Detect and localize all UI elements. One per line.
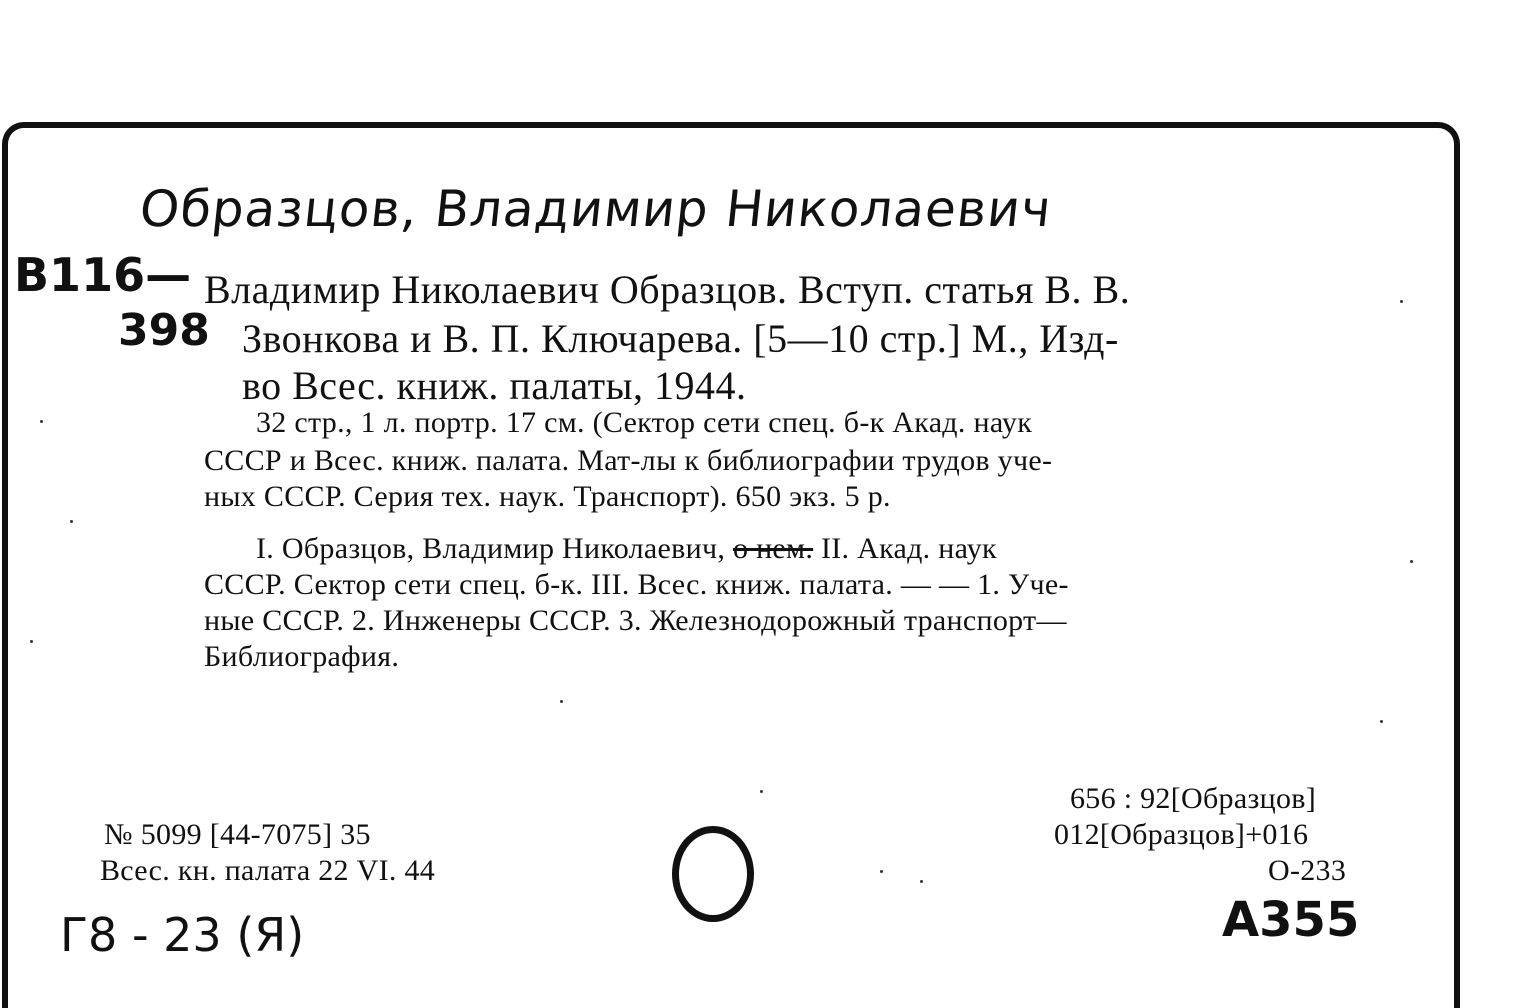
- subject-line-2: СССР. Сектор сети спец. б-к. III. Всес. книж. палата. — — 1. Уче-: [204, 568, 1069, 601]
- speck: [560, 700, 563, 703]
- speck: [70, 520, 73, 523]
- title-line-3: во Всес. книж. палаты, 1944.: [242, 363, 747, 408]
- punch-hole: [672, 826, 754, 922]
- description-line-2: СССР и Всес. книж. палата. Мат-лы к библиографии трудов уче-: [204, 444, 1053, 477]
- subject-line-1: [256, 532, 997, 566]
- shelf-mark-top: В116—: [14, 248, 192, 302]
- title-line-2: Звонкова и В. П. Ключарева. [5—10 стр.] М., Изд-: [242, 316, 1119, 361]
- speck: [1410, 560, 1413, 563]
- classification-line-3: О-233: [1268, 854, 1347, 887]
- speck: [920, 880, 923, 883]
- handwritten-bottom-left: Г8 - 23 (Я): [60, 908, 305, 962]
- handwritten-bottom-right: А355: [1222, 892, 1360, 948]
- subject-line-4: Библиография.: [204, 640, 400, 673]
- speck: [1380, 720, 1383, 723]
- description-line-1: 32 стр., 1 л. портр. 17 см. (Сектор сети спец. б-к Акад. наук: [256, 406, 1033, 439]
- title-line-1: Владимир Николаевич Образцов. Вступ. статья В. В.: [204, 267, 1131, 312]
- handwritten-author-heading: Образцов, Владимир Николаевич: [136, 180, 1055, 238]
- speck: [40, 420, 43, 423]
- classification-line-2: 012[Образцов]+016: [1054, 818, 1309, 851]
- description-line-3: ных СССР. Серия тех. наук. Транспорт). 650 экз. 5 р.: [204, 480, 891, 513]
- chamber-date: Всес. кн. палата 22 VI. 44: [100, 854, 436, 887]
- speck: [30, 640, 33, 643]
- speck: [1400, 300, 1403, 303]
- subject-line-1-struck: о нем.: [732, 532, 814, 565]
- subject-line-3: ные СССР. 2. Инженеры СССР. 3. Железнодорожный транспорт—: [204, 604, 1067, 637]
- subject-line-1-prefix: I. Образцов, Владимир Николаевич,: [256, 532, 726, 565]
- record-number: № 5099 [44-7075] 35: [104, 818, 371, 851]
- speck: [760, 790, 763, 793]
- speck: [880, 870, 883, 873]
- subject-line-1-suffix: II. Акад. наук: [820, 532, 997, 565]
- shelf-mark-bottom: 398: [118, 305, 210, 356]
- classification-line-1: 656 : 92[Образцов]: [1070, 782, 1317, 815]
